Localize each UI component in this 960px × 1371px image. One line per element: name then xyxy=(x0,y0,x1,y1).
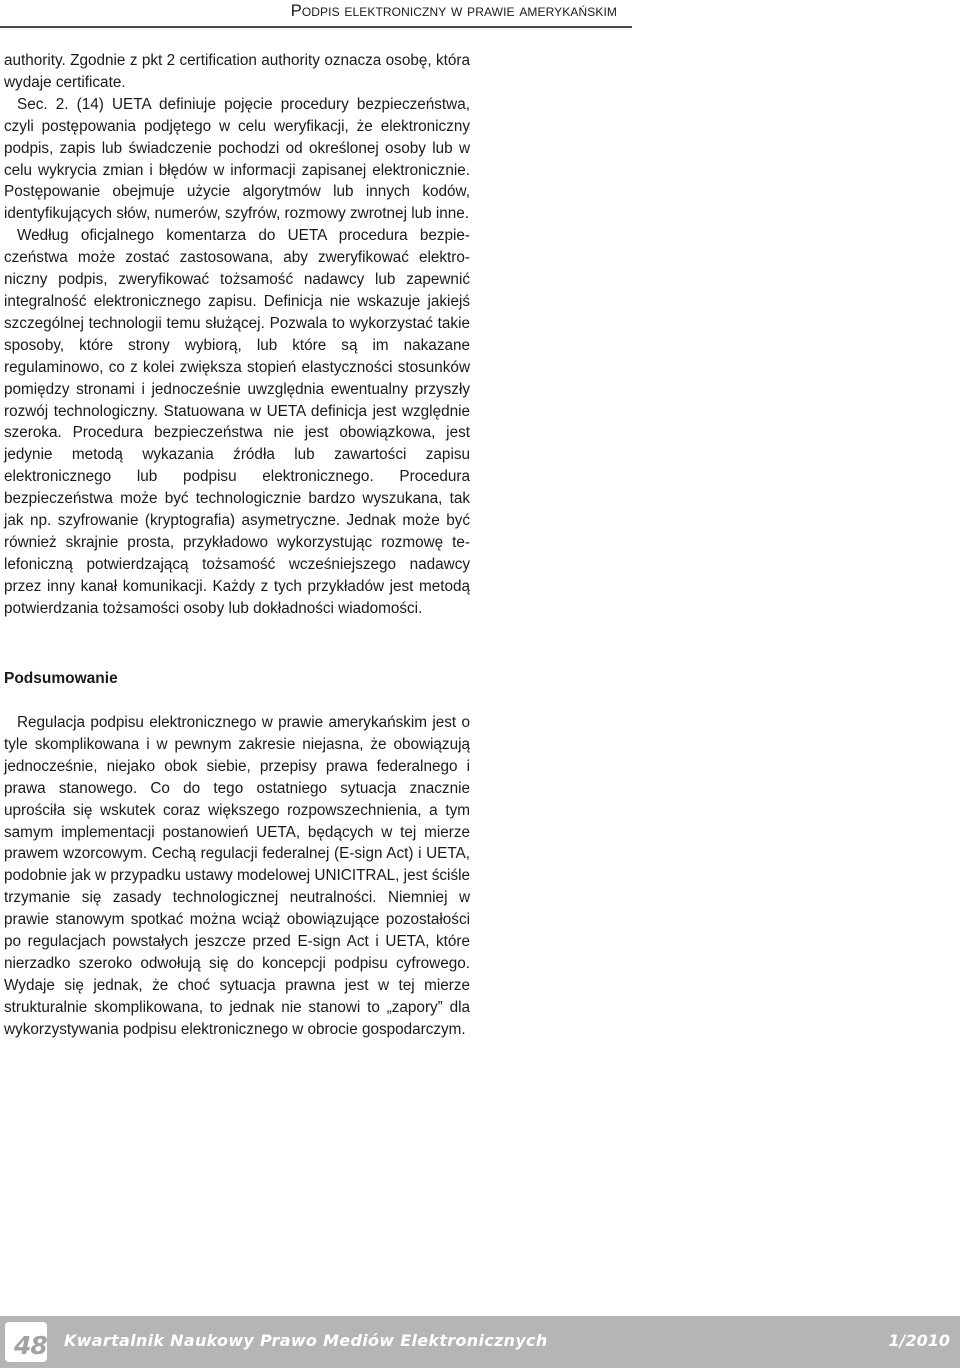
page-number-box xyxy=(5,1322,47,1362)
paragraph-summary: Regulacja podpisu elektronicznego w prawie amerykańskim jest o tyle skomplikowana i w pewnym zakresie niejasna, że obowiązują jednocześnie, niejako obok siebie, przepisy prawa federalnego i prawa stanowego. Co do tego ostatniego sytuacja znacznie uprościła się wskutek coraz większego rozpowszechnienia, a tym samym implementacji postanowień UETA, będących w tej mierze prawem wzorcowym. Cechą regulacji federalnej (E-sign Act) i UETA, podobnie jak w przypadku ustawy modelowej UNICITRAL, jest ściśle trzymanie się zasady technologicznej neutralności. Niemniej w prawie stanowym spotkać można wciąż obowiązujące pozostałości po regulacjach powstałych jeszcze przed E-sign Act i UETA, które nierzadko szeroko odwołują się do koncepcji podpisu cyfrowego. Wydaje się jednak, że choć sytuacja prawna jest w tej mierze strukturalnie skomplikowana, to jednak nie stanowi to „zapory” dla wykorzystywania podpisu elektronicznego w obrocie gospodarczym. xyxy=(4,714,470,1038)
paragraph-official-commentary: Według oficjalnego komentarza do UETA procedura bezpieczeństwa może zostać zastosowana, aby zweryfikować elektroniczny podpis, zweryfikować tożsamość nadawcy lub zapewnić integralność elektronicznego zapisu. Definicja nie wskazuje jakiejś szczególnej technologii temu służącej. Pozwala to wykorzystać takie sposoby, które strony wybiorą, lub które są im nakazane regulaminowo, co z kolei zwiększa stopień elastyczności stosunków pomiędzy stronami i jednocześnie uwzględnia ewentualny przyszły rozwój technologiczny. Statuowana w UETA definicja jest względnie szeroka. Procedura bezpieczeństwa nie jest obowiązkowa, jest jedynie metodą wykazania źródła lub zawartości zapisu elektronicznego lub podpisu elektronicznego. Procedura bezpieczeństwa może być technologicznie bardzo wyszukana, tak jak np. szyfrowanie (kryptografia) asymetryczne. Jednak może być również skrajnie prosta, przykładowo wykorzystując rozmowę telefoniczną potwierdzającą tożsamość wcześniejszego nadawcy przez inny kanał komunikacji. Każdy z tych przykładów jest metodą potwierdzania tożsamości osoby lub dokładności wiadomości. xyxy=(4,227,470,617)
running-header-title: Podpis elektroniczny w prawie amerykańskim xyxy=(290,2,617,20)
section-heading-summary: Podsumowanie xyxy=(4,670,118,687)
header-rule xyxy=(0,26,632,28)
journal-name: Kwartalnik Naukowy Prawo Mediów Elektronicznych xyxy=(64,1331,548,1350)
body-text-top xyxy=(4,50,470,620)
body-text-summary xyxy=(4,712,470,1041)
paragraph-continuation: authority. Zgodnie z pkt 2 certification authority oznacza osobę, która wydaje certificate. xyxy=(4,52,470,91)
page-number: 48 xyxy=(14,1331,47,1360)
paragraph-security-procedure: Sec. 2. (14) UETA definiuje pojęcie procedury bezpieczeństwa, czyli postępowania podjętego w celu weryfikacji, że elektroniczny podpis, zapis lub świadczenie pochodzi od określonej osoby lub w celu wykrycia zmian i błędów w informacji zapisanej elektronicznie. Postępowanie obejmuje użycie algorytmów lub innych kodów, identyfikujących słów, numerów, szyfrów, rozmowy zwrotnej lub inne. xyxy=(4,95,470,223)
issue-number: 1/2010 xyxy=(888,1331,950,1350)
footer-bar xyxy=(0,1316,960,1368)
